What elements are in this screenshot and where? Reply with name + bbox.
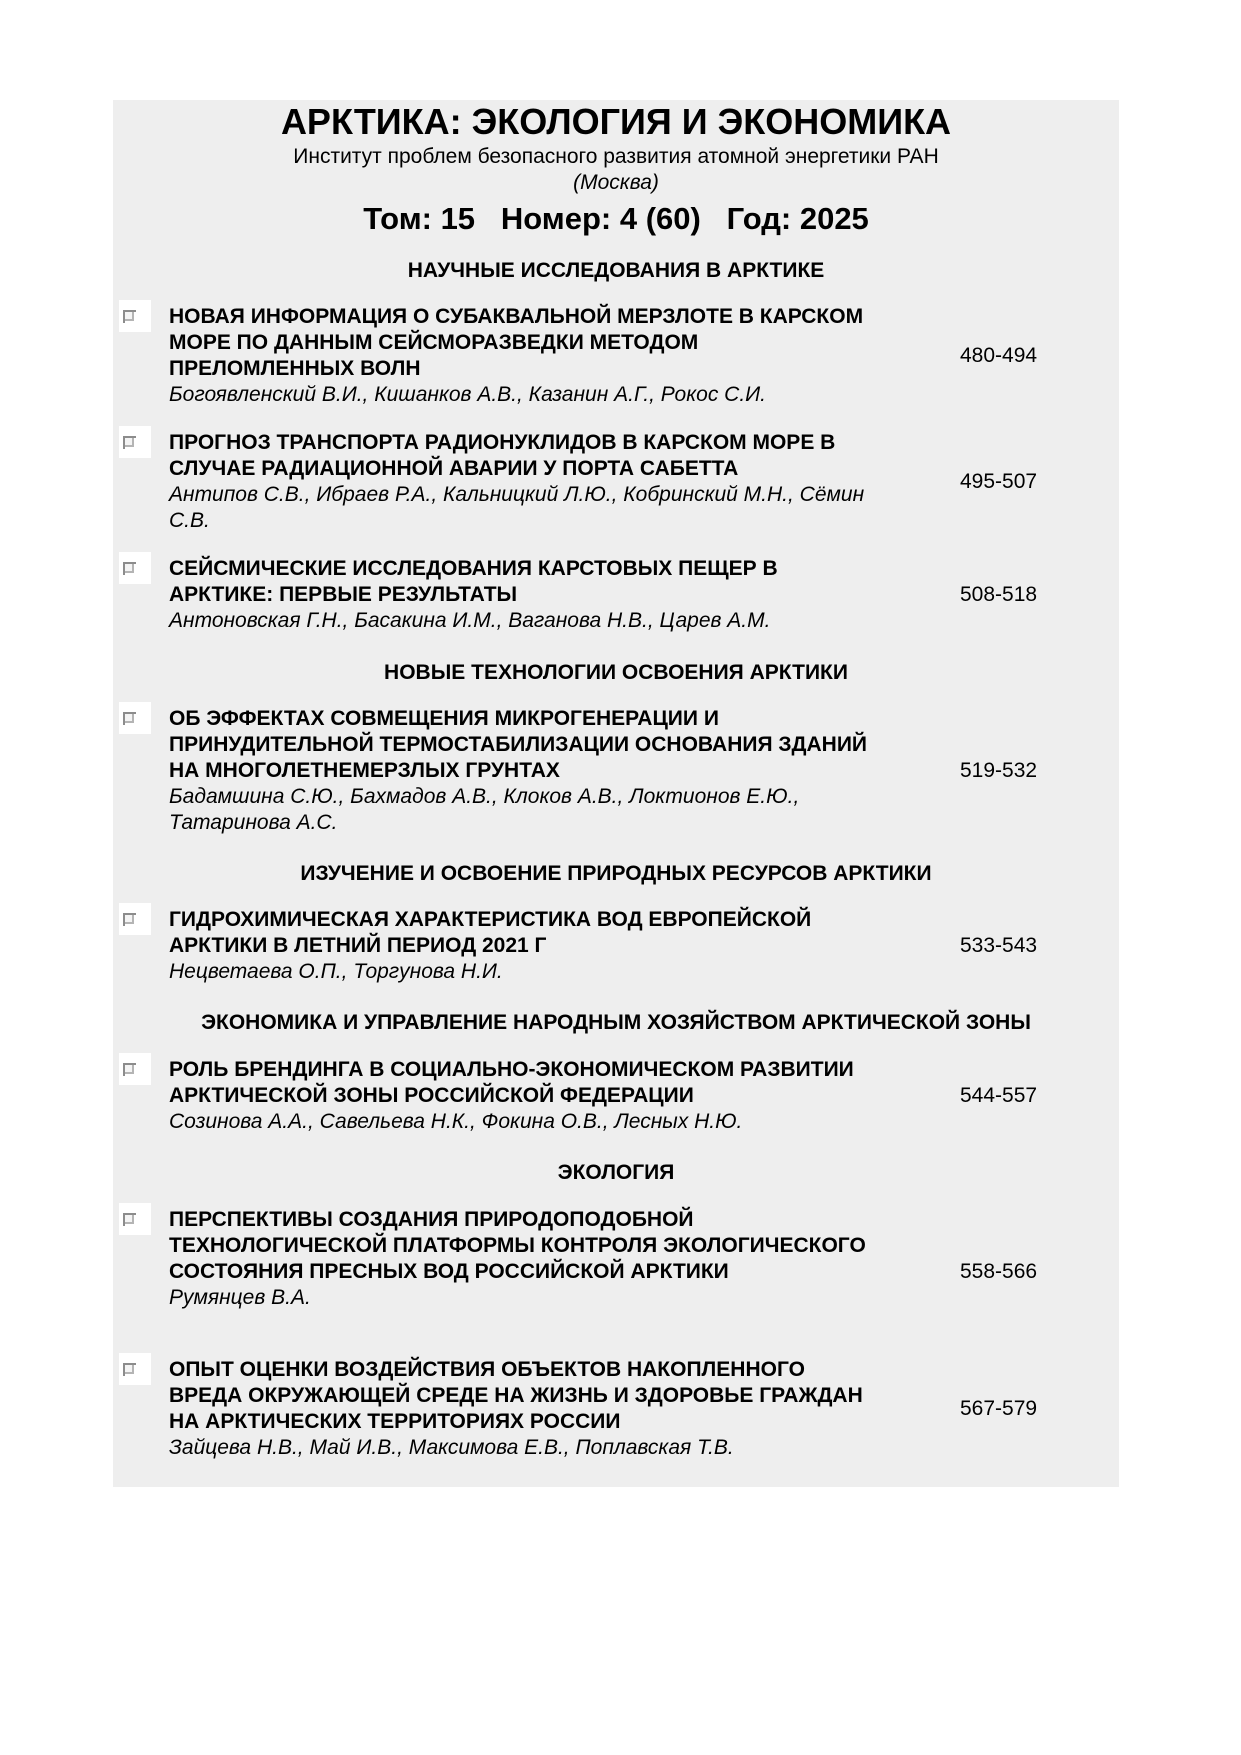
article-authors: Румянцев В.А. xyxy=(169,1286,311,1309)
contents-panel xyxy=(113,100,1119,1487)
article-pages: 544-557 xyxy=(960,1084,1038,1107)
checkbox-icon xyxy=(123,712,134,723)
article-pages: 533-543 xyxy=(960,934,1038,957)
article-authors: Зайцева Н.В., Май И.В., Максимова Е.В., Поплавская Т.В. xyxy=(169,1436,734,1459)
article-pages: 495-507 xyxy=(960,470,1038,493)
article-title[interactable]: НОВАЯ ИНФОРМАЦИЯ О СУБАКВАЛЬНОЙ МЕРЗЛОТЕ В КАРСКОМ МОРЕ ПО ДАННЫМ СЕЙСМОРАЗВЕДКИ МЕТОДОМ ПРЕЛОМЛЕННЫХ ВОЛН xyxy=(169,305,864,380)
article-pages: 480-494 xyxy=(960,344,1038,367)
section-heading: НОВЫЕ ТЕХНОЛОГИИ ОСВОЕНИЯ АРКТИКИ xyxy=(384,661,848,684)
article-authors: Бадамшина С.Ю., Бахмадов А.В., Клоков А.В., Локтионов Е.Ю., Татаринова А.С. xyxy=(169,785,800,834)
checkbox-icon xyxy=(123,1213,134,1224)
section-heading: ЭКОЛОГИЯ xyxy=(557,1161,675,1184)
checkbox-icon xyxy=(123,310,134,321)
checkbox-icon xyxy=(123,1063,134,1074)
section-heading: ИЗУЧЕНИЕ И ОСВОЕНИЕ ПРИРОДНЫХ РЕСУРСОВ АРКТИКИ xyxy=(300,862,932,885)
article-checkbox[interactable] xyxy=(119,552,151,584)
article-authors: Нецветаева О.П., Торгунова Н.И. xyxy=(169,960,503,983)
publisher-city: (Москва) xyxy=(573,171,659,194)
issue-info: Том: 15 Номер: 4 (60) Год: 2025 xyxy=(363,201,869,236)
article-authors: Богоявленский В.И., Кишанков А.В., Казанин А.Г., Рокос С.И. xyxy=(169,383,767,406)
section-heading: НАУЧНЫЕ ИССЛЕДОВАНИЯ В АРКТИКЕ xyxy=(407,259,825,282)
checkbox-icon xyxy=(123,436,134,447)
article-title[interactable]: СЕЙСМИЧЕСКИЕ ИССЛЕДОВАНИЯ КАРСТОВЫХ ПЕЩЕР В АРКТИКЕ: ПЕРВЫЕ РЕЗУЛЬТАТЫ xyxy=(169,557,778,606)
article-checkbox[interactable] xyxy=(119,1203,151,1235)
article-pages: 508-518 xyxy=(960,583,1038,606)
article-checkbox[interactable] xyxy=(119,1353,151,1385)
article-checkbox[interactable] xyxy=(119,1053,151,1085)
article-title[interactable]: ПРОГНОЗ ТРАНСПОРТА РАДИОНУКЛИДОВ В КАРСКОМ МОРЕ В СЛУЧАЕ РАДИАЦИОННОЙ АВАРИИ У ПОРТА САБЕТТА xyxy=(169,431,836,480)
journal-title: АРКТИКА: ЭКОЛОГИЯ И ЭКОНОМИКА xyxy=(280,101,952,142)
article-authors: Созинова А.А., Савельева Н.К., Фокина О.В., Лесных Н.Ю. xyxy=(169,1110,743,1133)
article-checkbox[interactable] xyxy=(119,300,151,332)
article-checkbox[interactable] xyxy=(119,702,151,734)
checkbox-icon xyxy=(123,913,134,924)
article-title[interactable]: ОБ ЭФФЕКТАХ СОВМЕЩЕНИЯ МИКРОГЕНЕРАЦИИ И ПРИНУДИТЕЛЬНОЙ ТЕРМОСТАБИЛИЗАЦИИ ОСНОВАНИЯ ЗДАНИЙ НА МНОГОЛЕТНЕМЕРЗЛЫХ ГРУНТАХ xyxy=(169,707,868,782)
article-pages: 519-532 xyxy=(960,759,1038,782)
article-title[interactable]: ПЕРСПЕКТИВЫ СОЗДАНИЯ ПРИРОДОПОДОБНОЙ ТЕХНОЛОГИЧЕСКОЙ ПЛАТФОРМЫ КОНТРОЛЯ ЭКОЛОГИЧЕСКОГО СОСТОЯНИЯ ПРЕСНЫХ ВОД РОССИЙСКОЙ АРКТИКИ xyxy=(169,1208,866,1283)
article-checkbox[interactable] xyxy=(119,426,151,458)
article-pages: 567-579 xyxy=(960,1397,1038,1420)
article-title[interactable]: ОПЫТ ОЦЕНКИ ВОЗДЕЙСТВИЯ ОБЪЕКТОВ НАКОПЛЕННОГО ВРЕДА ОКРУЖАЮЩЕЙ СРЕДЕ НА ЖИЗНЬ И ЗДОРОВЬЕ ГРАЖДАН НА АРКТИЧЕСКИХ ТЕРРИТОРИЯХ РОССИИ xyxy=(169,1358,863,1433)
article-checkbox[interactable] xyxy=(119,903,151,935)
article-title[interactable]: РОЛЬ БРЕНДИНГА В СОЦИАЛЬНО-ЭКОНОМИЧЕСКОМ РАЗВИТИИ АРКТИЧЕСКОЙ ЗОНЫ РОССИЙСКОЙ ФЕДЕРАЦИИ xyxy=(169,1058,854,1107)
article-authors: Антоновская Г.Н., Басакина И.М., Ваганова Н.В., Царев А.М. xyxy=(169,609,771,632)
article-pages: 558-566 xyxy=(960,1260,1038,1283)
section-heading: ЭКОНОМИКА И УПРАВЛЕНИЕ НАРОДНЫМ ХОЗЯЙСТВОМ АРКТИЧЕСКОЙ ЗОНЫ xyxy=(201,1011,1031,1034)
checkbox-icon xyxy=(123,562,134,573)
checkbox-icon xyxy=(123,1363,134,1374)
article-authors: Антипов С.В., Ибраев Р.А., Кальницкий Л.Ю., Кобринский М.Н., Сёмин С.В. xyxy=(169,483,865,532)
article-title[interactable]: ГИДРОХИМИЧЕСКАЯ ХАРАКТЕРИСТИКА ВОД ЕВРОПЕЙСКОЙ АРКТИКИ В ЛЕТНИЙ ПЕРИОД 2021 Г xyxy=(169,908,812,957)
publisher-name: Институт проблем безопасного развития атомной энергетики РАН xyxy=(293,145,939,168)
